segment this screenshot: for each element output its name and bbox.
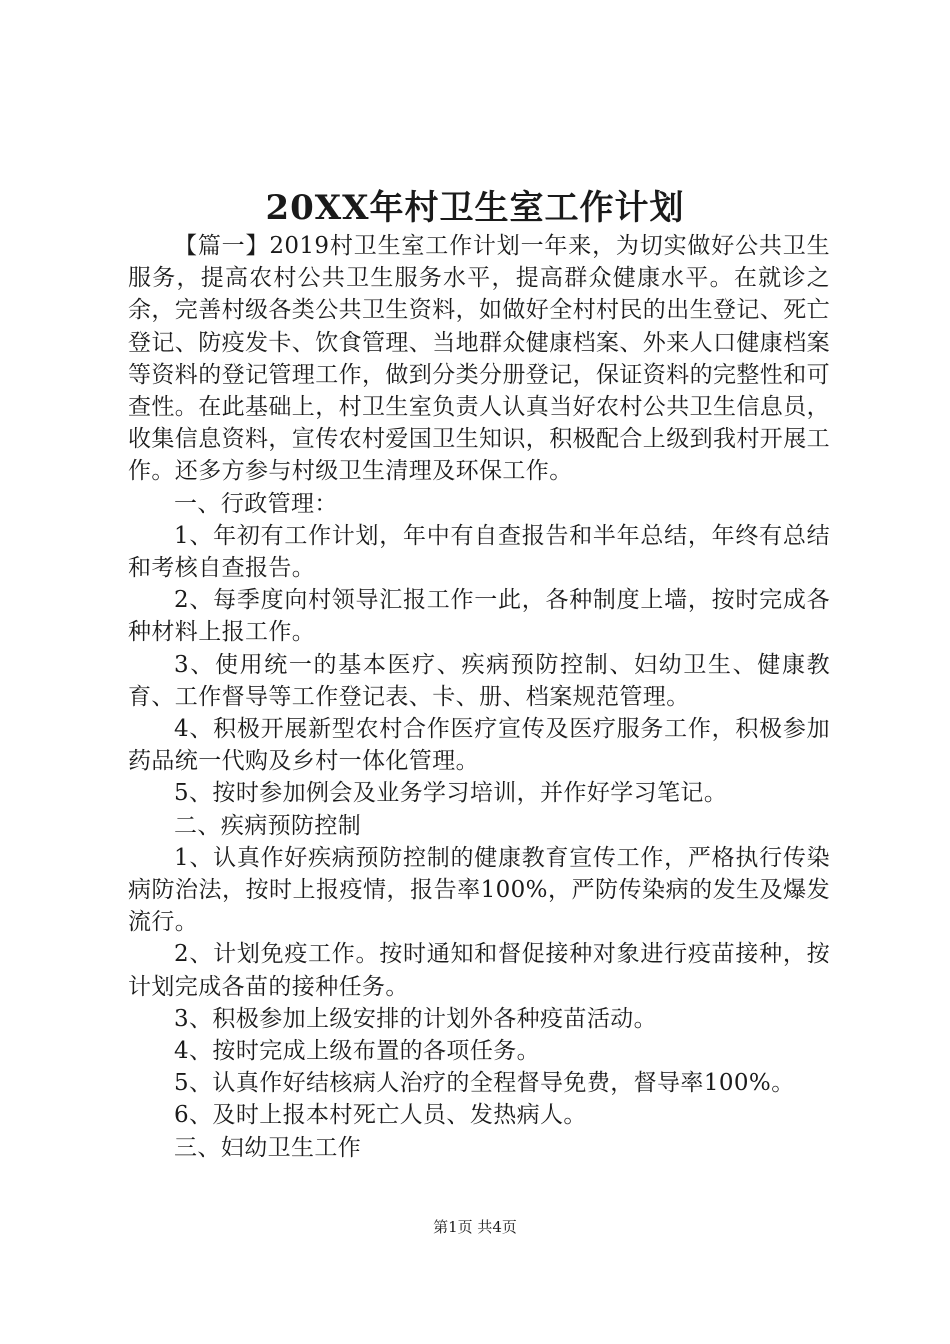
section-heading-admin: 一、行政管理： <box>174 490 338 517</box>
list-item: 2、计划免疫工作。按时通知和督促接种对象进行疫苗接种，按计划完成各苗的接种任务。 <box>128 941 830 1000</box>
list-item: 6、及时上报本村死亡人员、发热病人。 <box>174 1102 587 1129</box>
list-item: 1、年初有工作计划，年中有自查报告和半年总结，年终有总结和考核自查报告。 <box>128 522 830 582</box>
list-item: 4、积极开展新型农村合作医疗宣传及医疗服务工作，积极参加药品统一代购及乡村一体化管理。 <box>128 716 830 775</box>
section-heading-disease: 二、疾病预防控制 <box>174 812 362 839</box>
document-title: 20XX年村卫生室工作计划 <box>265 188 685 228</box>
list-item: 3、积极参加上级安排的计划外各种疫苗活动。 <box>174 1005 658 1032</box>
list-item: 3、使用统一的基本医疗、疾病预防控制、妇幼卫生、健康教育、工作督导等工作登记表、卡、册、档案规范管理。 <box>128 651 830 710</box>
list-item: 5、按时参加例会及业务学习培训，并作好学习笔记。 <box>174 780 728 807</box>
section-heading-maternal: 三、妇幼卫生工作 <box>174 1134 362 1161</box>
document-body <box>128 230 830 1164</box>
list-item: 2、每季度向村领导汇报工作一此，各种制度上墙，按时完成各种材料上报工作。 <box>128 587 830 646</box>
list-item: 1、认真作好疾病预防控制的健康教育宣传工作，严格执行传染病防治法，按时上报疫情，报告率100%，严防传染病的发生及爆发流行。 <box>128 844 830 936</box>
intro-paragraph: 【篇一】2019村卫生室工作计划一年来，为切实做好公共卫生服务，提高农村公共卫生服务水平，提高群众健康水平。在就诊之余，完善村级各类公共卫生资料，如做好全村村民的出生登记、死亡登记、防疫发卡、饮食管理、当地群众健康档案、外来人口健康档案等资料的登记管理工作，做到分类分册登记，保证资料的完整性和可查性。在此基础上，村卫生室负责人认真当好农村公共卫生信息员，收集信息资料，宣传农村爱国卫生知识，积极配合上级到我村开展工作。还多方参与村级卫生清理及环保工作。 <box>128 233 830 485</box>
list-item: 5、认真作好结核病人治疗的全程督导免费，督导率100%。 <box>174 1070 795 1097</box>
page-number: 第1页 共4页 <box>433 1218 517 1236</box>
list-item: 4、按时完成上级布置的各项任务。 <box>174 1038 541 1065</box>
